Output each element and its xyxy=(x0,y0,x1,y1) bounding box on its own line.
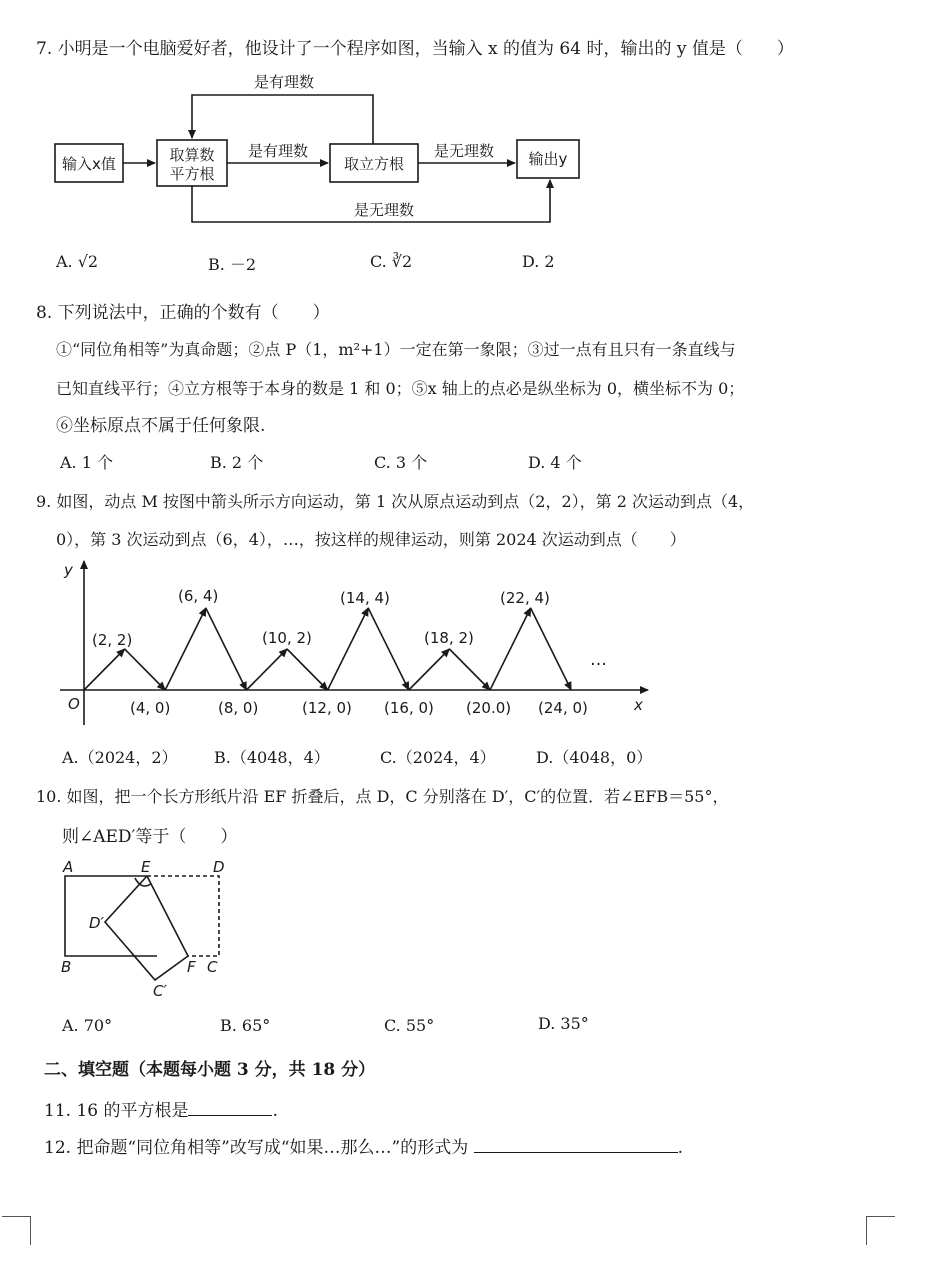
q9-ellipsis: … xyxy=(590,650,607,670)
q10-label-e: E xyxy=(141,858,151,876)
q10-label-a: A xyxy=(63,858,74,876)
q9-option-d: D.（4048，0） xyxy=(536,748,653,767)
q9-bottom-label-3: (12, 0) xyxy=(302,699,352,717)
q7-stem: 7. 小明是一个电脑爱好者，他设计了一个程序如图，当输入 x 的值为 64 时，输出的 y 值是（ ） xyxy=(36,39,794,59)
q11-text: 11. 16 的平方根是 xyxy=(44,1101,189,1121)
q8-line-1: ①“同位角相等”为真命题；②点 P（1，m²+1）一定在第一象限；③过一点有且只有一条直线与 xyxy=(56,340,736,359)
q10-label-f: F xyxy=(187,958,196,976)
q7-option-b: B. －2 xyxy=(208,255,257,274)
q9-top-label-3: (10, 2) xyxy=(262,629,312,647)
q7-flow-diagram xyxy=(40,62,600,232)
q10-label-d-prime: D′ xyxy=(89,914,104,932)
q9-top-label-5: (18, 2) xyxy=(424,629,474,647)
q9-path-segment-5 xyxy=(246,649,287,690)
q10-label-b: B xyxy=(61,958,72,976)
q9-path-segment-6 xyxy=(287,649,328,690)
q8-stem: 8. 下列说法中，正确的个数有（ ） xyxy=(36,303,330,323)
q9-path-segment-1 xyxy=(84,649,125,690)
q9-bottom-label-2: (8, 0) xyxy=(218,699,259,717)
q9-path-segment-10 xyxy=(449,649,490,690)
q9-top-label-6: (22, 4) xyxy=(500,589,550,607)
q9-option-c: C.（2024，4） xyxy=(380,748,496,767)
corner-mark-left xyxy=(2,1216,31,1245)
q10-rect-dashed xyxy=(147,876,219,956)
q9-option-a: A.（2024，2） xyxy=(62,748,178,767)
q7-label-bottom: 是无理数 xyxy=(353,201,415,219)
q7-option-d: D. 2 xyxy=(522,252,555,271)
q10-fold-figure xyxy=(55,852,245,1002)
q11-end: . xyxy=(272,1101,278,1121)
q7-label-cbrt: 取立方根 xyxy=(343,155,405,173)
q9-motion-path xyxy=(84,608,571,690)
q12-end: . xyxy=(677,1138,684,1158)
q9-path-segment-4 xyxy=(206,608,247,690)
q9-top-label-4: (14, 4) xyxy=(340,589,390,607)
q7-label-right: 是无理数 xyxy=(433,142,495,160)
q9-option-b: B.（4048，4） xyxy=(214,748,330,767)
q10-label-d: D xyxy=(213,858,225,876)
q10-option-d: D. 35° xyxy=(538,1014,589,1033)
q9-bottom-label-6: (24, 0) xyxy=(538,699,588,717)
q9-path-segment-11 xyxy=(490,608,531,690)
q9-bottom-label-1: (4, 0) xyxy=(130,699,171,717)
q8-option-d: D. 4 个 xyxy=(528,453,582,472)
q7-label-sqrt-2: 平方根 xyxy=(169,165,215,183)
q7-option-c: C. ∛2 xyxy=(370,252,413,271)
q8-option-a: A. 1 个 xyxy=(60,453,113,472)
q10-label-c-prime: C′ xyxy=(153,982,167,1000)
q9-path-segment-8 xyxy=(368,608,409,690)
q7-label-output: 输出y xyxy=(528,150,568,168)
q9-top-label-2: (6, 4) xyxy=(178,587,219,605)
section-2-title: 二、填空题（本题每小题 3 分，共 18 分） xyxy=(44,1060,376,1080)
q12-answer-blank[interactable] xyxy=(474,1152,678,1153)
q9-y-label: y xyxy=(64,561,73,579)
q8-option-b: B. 2 个 xyxy=(210,453,264,472)
q9-path-segment-3 xyxy=(165,608,206,690)
q8-line-3: ⑥坐标原点不属于任何象限. xyxy=(56,416,266,436)
q10-label-c: C xyxy=(207,958,218,976)
q9-x-label: x xyxy=(634,696,643,714)
q10-option-c: C. 55° xyxy=(384,1016,435,1035)
q9-line-2: 0），第 3 次运动到点（6，4），…，按这样的规律运动，则第 2024 次运动到点（ ） xyxy=(56,530,686,549)
corner-mark-right xyxy=(866,1216,895,1245)
q9-path-segment-2 xyxy=(125,649,166,690)
q10-option-a: A. 70° xyxy=(62,1016,113,1035)
q11 xyxy=(44,1096,278,1121)
q9-line-1: 9. 如图，动点 M 按图中箭头所示方向运动，第 1 次从原点运动到点（2，2），第 2 次运动到点（4， xyxy=(36,492,755,511)
q10-folded-part xyxy=(105,876,188,980)
q10-line-1: 10. 如图，把一个长方形纸片沿 EF 折叠后，点 D，C 分别落在 D′，C′的位置．若∠EFB＝55°， xyxy=(36,787,729,806)
q10-option-b: B. 65° xyxy=(220,1016,271,1035)
q9-motion-graph xyxy=(50,555,660,730)
q8-option-c: C. 3 个 xyxy=(374,453,428,472)
q9-bottom-label-5: (20.0) xyxy=(466,699,512,717)
q7-option-a: A. √2 xyxy=(56,252,99,271)
q7-label-mid: 是有理数 xyxy=(247,142,309,160)
q10-fold-line-ef xyxy=(147,876,188,956)
q9-path-segment-7 xyxy=(328,608,369,690)
q10-line-2: 则∠AED′等于（ ） xyxy=(62,827,238,847)
q9-path-segment-12 xyxy=(531,608,572,690)
q9-path-segment-9 xyxy=(409,649,450,690)
q9-bottom-label-4: (16, 0) xyxy=(384,699,434,717)
q8-line-2: 已知直线平行；④立方根等于本身的数是 1 和 0；⑤x 轴上的点必是纵坐标为 0，横坐标不为 0； xyxy=(56,379,745,398)
q12 xyxy=(44,1133,683,1158)
q7-label-loop: 是有理数 xyxy=(253,73,315,91)
q12-text: 12. 把命题“同位角相等”改写成“如果…那么…”的形式为 xyxy=(44,1138,469,1158)
q9-origin-label: O xyxy=(68,695,80,713)
q11-answer-blank[interactable] xyxy=(188,1115,272,1116)
q7-label-input: 输入x值 xyxy=(62,155,116,173)
q9-top-label-1: (2, 2) xyxy=(92,631,133,649)
q7-label-sqrt-1: 取算数 xyxy=(169,146,215,164)
